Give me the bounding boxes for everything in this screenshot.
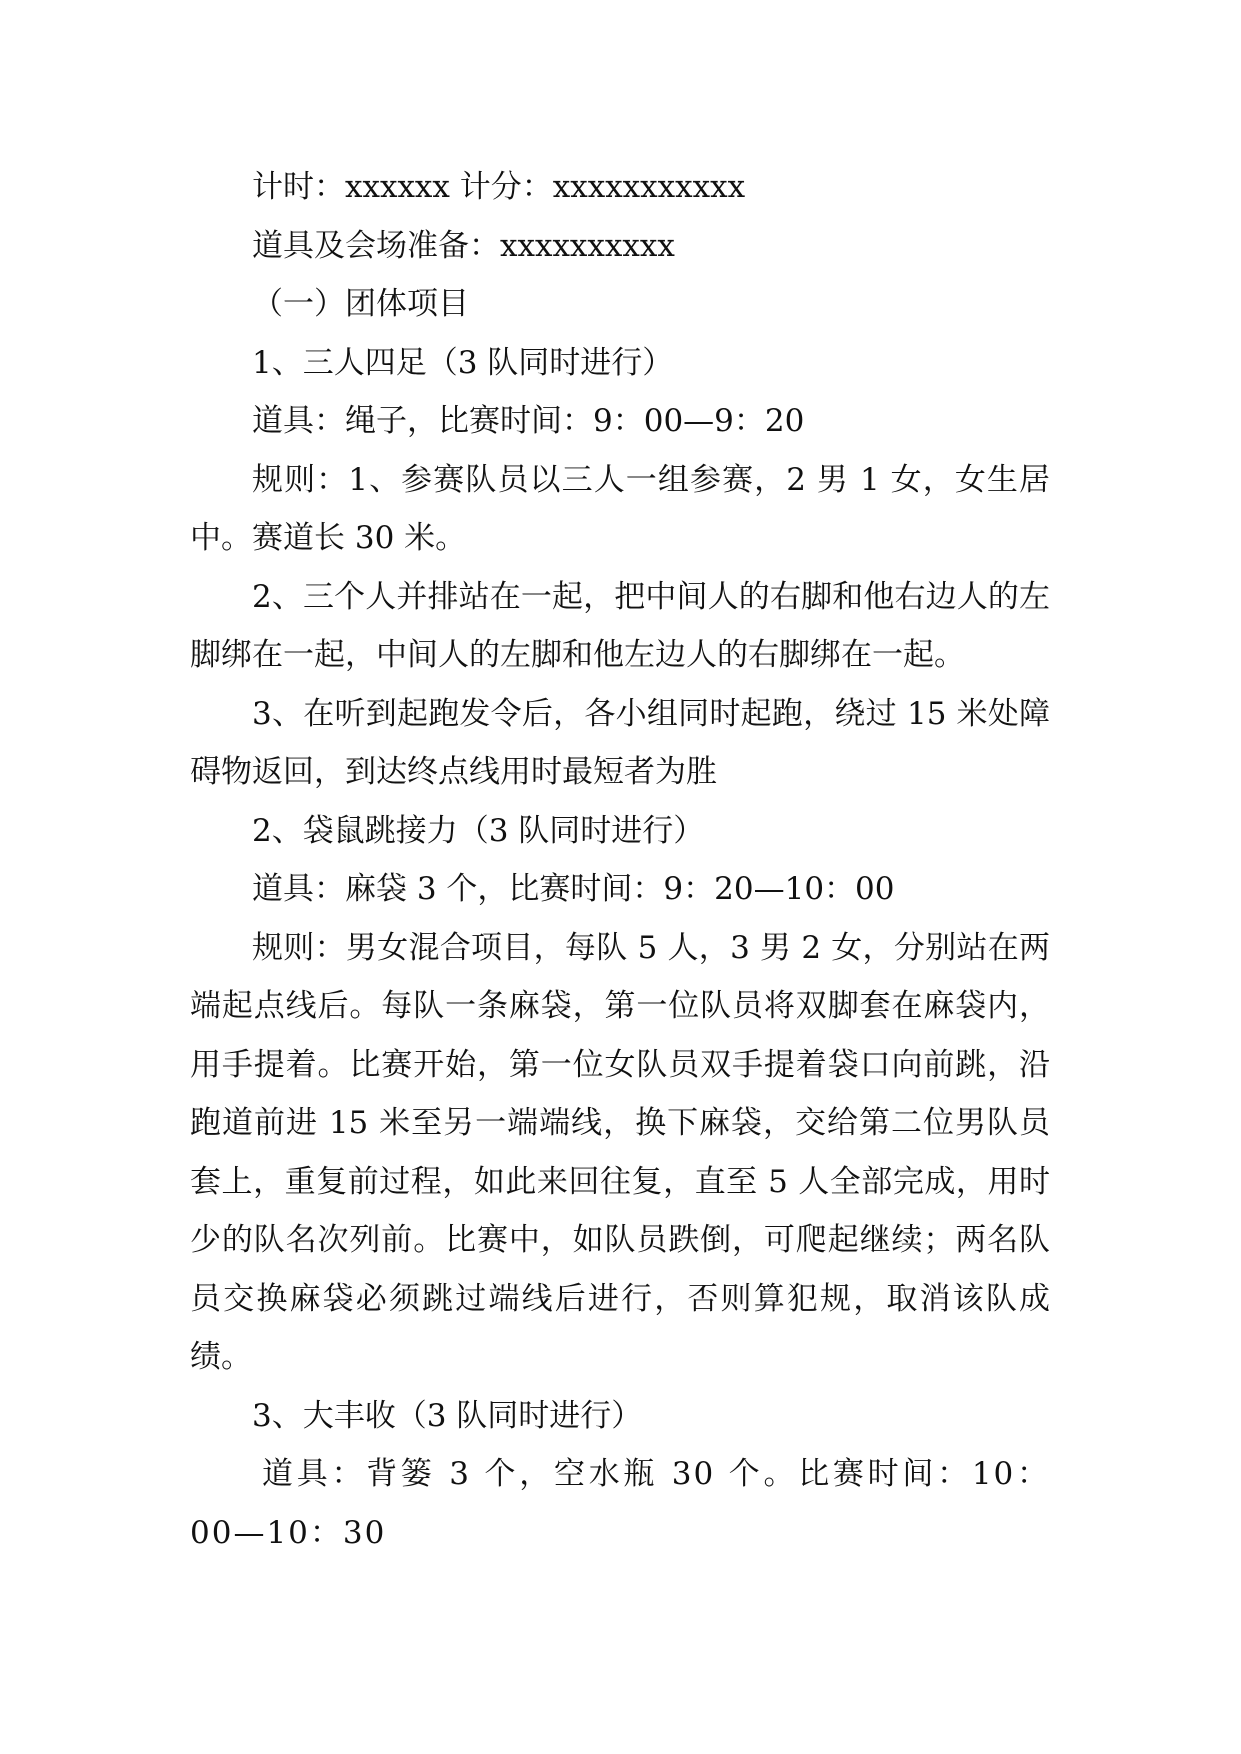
event-3-title: 3、大丰收（3 队同时进行） (252, 1397, 643, 1434)
event-2-props: 道具：麻袋 3 个，比赛时间：9：20—10：00 (252, 871, 895, 907)
event-1-rule-3: 3、在听到起跑发令后，各小组同时起跑，绕过 15 米处障碍物返回，到达终点线用时最短者为胜 (190, 695, 1050, 790)
event-1-title: 1、三人四足（3 队同时进行） (252, 344, 674, 381)
event-2-title: 2、袋鼠跳接力（3 队同时进行） (252, 812, 705, 849)
event-1-rule-1: 规则：1、参赛队员以三人一组参赛，2 男 1 女，女生居中。赛道长 30 米。 (190, 461, 1050, 556)
event-1-rule-2: 2、三个人并排站在一起，把中间人的右脚和他右边人的左脚绑在一起，中间人的左脚和他左边人的右脚绑在一起。 (190, 578, 1050, 673)
event-1-props: 道具：绳子，比赛时间：9：00—9：20 (252, 403, 805, 439)
section-heading-team-events: （一）团体项目 (252, 286, 469, 322)
document-body (190, 158, 1050, 1562)
event-3-props: 道具：背篓 3 个，空水瓶 30 个。比赛时间：10：00—10：30 (190, 1456, 1050, 1551)
timing-scoring-line: 计时：xxxxxx 计分：xxxxxxxxxxx (252, 169, 746, 205)
props-venue-line: 道具及会场准备：xxxxxxxxxx (252, 227, 675, 264)
event-2-rules: 规则：男女混合项目，每队 5 人，3 男 2 女，分别站在两端起点线后。每队一条麻袋，第一位队员将双脚套在麻袋内，用手提着。比赛开始，第一位女队员双手提着袋口向前跳，沿跑道前进 15 米至另一端端线，换下麻袋，交给第二位男队员套上，重复前过程，如此来回往复，直至 5 人全部完成，用时少的队名次列前。比赛中，如队员跌倒，可爬起继续；两名队员交换麻袋必须跳过端线后进行，否则算犯规，取消该队成绩。 (190, 929, 1050, 1375)
